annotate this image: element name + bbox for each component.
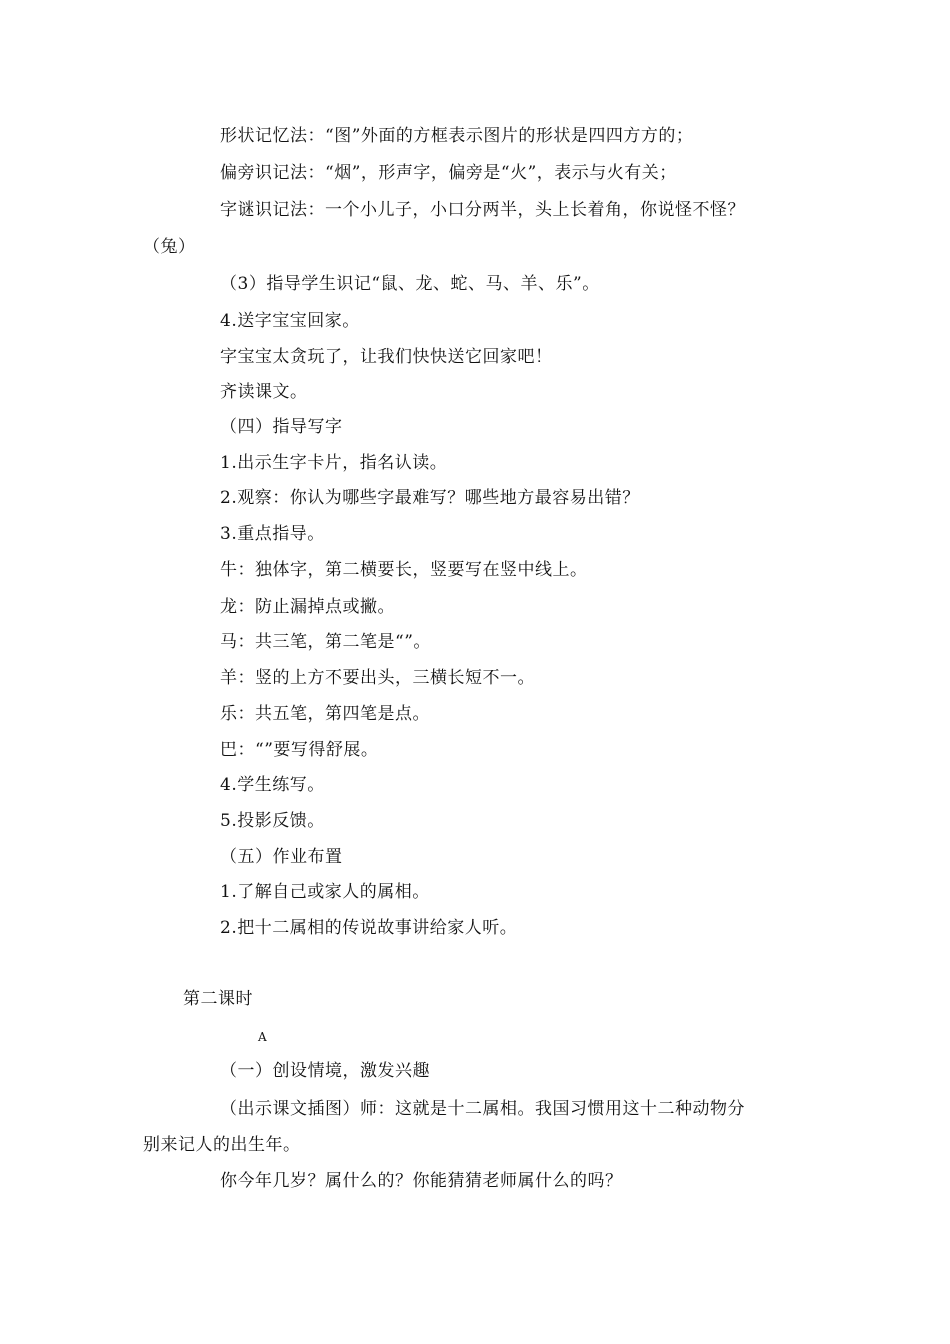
text-line: 2.观察：你认为哪些字最难写？哪些地方最容易出错？ — [220, 488, 640, 508]
text-line: 字谜识记法：一个小儿子，小口分两半，头上长着角，你说怪不怪？ — [220, 200, 745, 220]
text-line: 巴：“”要写得舒展。 — [220, 740, 379, 760]
text-line: 3.重点指导。 — [220, 524, 325, 544]
text-line: 4.送字宝宝回家。 — [220, 311, 360, 331]
text-line: 偏旁识记法：“烟”，形声字，偏旁是“火”，表示与火有关； — [220, 163, 677, 183]
text-line: 1.出示生字卡片，指名认读。 — [220, 453, 448, 473]
lesson-heading: 第二课时 — [183, 989, 253, 1009]
text-line: 5.投影反馈。 — [220, 811, 325, 831]
text-line: 羊：竖的上方不要出头，三横长短不一。 — [220, 668, 535, 688]
text-line: 齐读课文。 — [220, 382, 308, 402]
text-line: 2.把十二属相的传说故事讲给家人听。 — [220, 918, 518, 938]
text-line: 你今年几岁？属什么的？你能猜猜老师属什么的吗？ — [220, 1171, 623, 1191]
text-line: 1.了解自己或家人的属相。 — [220, 882, 430, 902]
text-line: 牛：独体字，第二横要长，竖要写在竖中线上。 — [220, 560, 588, 580]
text-line: 马：共三笔，第二笔是“”。 — [220, 632, 431, 652]
text-line: 别来记人的出生年。 — [143, 1135, 301, 1155]
text-line: 乐：共五笔，第四笔是点。 — [220, 704, 430, 724]
text-line: （兔） — [143, 237, 196, 257]
text-line: 形状记忆法：“图”外面的方框表示图片的形状是四四方方的； — [220, 126, 694, 146]
text-line: （3）指导学生识记“鼠、龙、蛇、马、羊、乐”。 — [220, 274, 600, 294]
text-line: 龙：防止漏掉点或撇。 — [220, 597, 395, 617]
text-line: 字宝宝太贪玩了，让我们快快送它回家吧！ — [220, 347, 553, 367]
text-mark: A — [258, 1030, 268, 1044]
section-heading: （四）指导写字 — [220, 417, 343, 437]
section-heading: （一）创设情境，激发兴趣 — [220, 1061, 430, 1081]
section-heading: （五）作业布置 — [220, 847, 343, 867]
text-line: （出示课文插图）师：这就是十二属相。我国习惯用这十二种动物分 — [220, 1099, 745, 1119]
text-line: 4.学生练写。 — [220, 775, 325, 795]
